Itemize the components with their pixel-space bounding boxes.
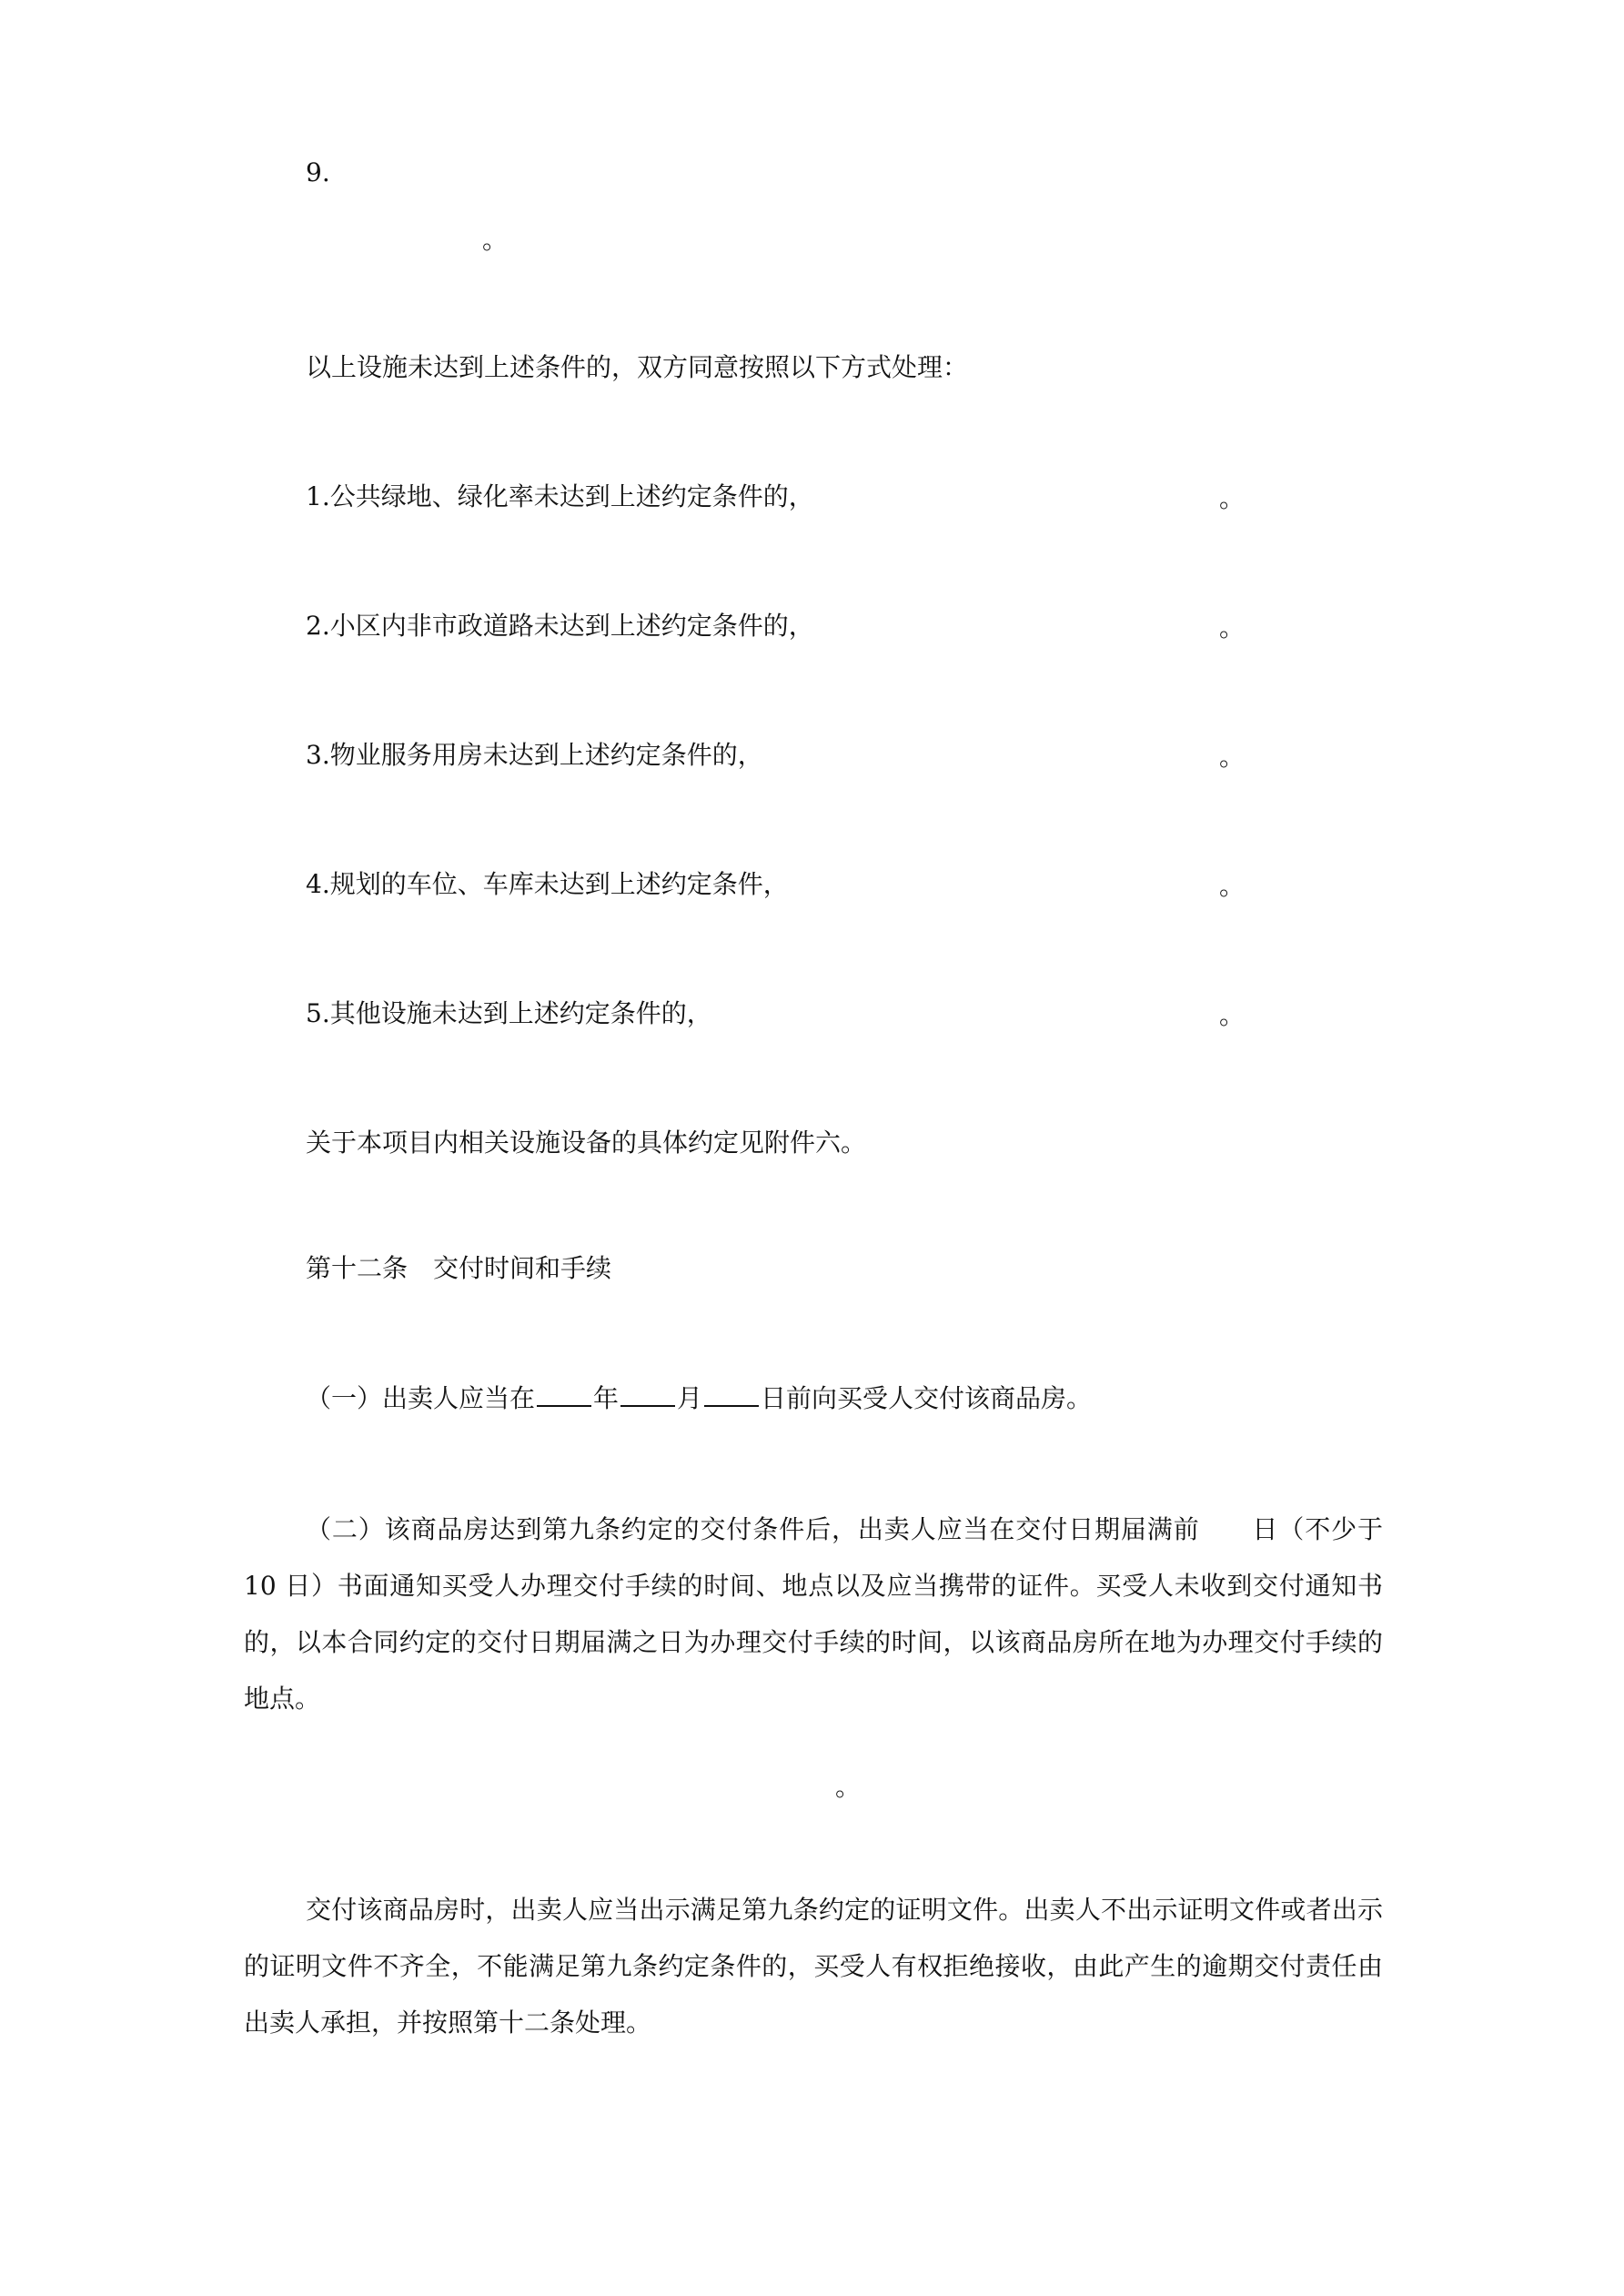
item-4-text: 4.规划的车位、车库未达到上述约定条件， <box>306 869 789 899</box>
item-2-text: 2.小区内非市政道路未达到上述约定条件的， <box>306 611 814 641</box>
item-3-text: 3.物业服务用房未达到上述约定条件的， <box>306 740 763 770</box>
article-12-clause-2: （二）该商品房达到第九条约定的交付条件后，出卖人应当在交付日期届满前 日（不少于 10 日）书面通知买受人办理交付手续的时间、地点以及应当携带的证件。买受人未收到交付通知书的，以本合同约定的交付日期届满之日为办理交付手续的时间，以该商品房所在地为办理交付手续的地点。 <box>244 1514 1383 1714</box>
clause-1-prefix: （一）出卖人应当在 <box>306 1383 536 1413</box>
article-12-clause-3: 交付该商品房时，出卖人应当出示满足第九条约定的证明文件。出卖人不出示证明文件或者出示的证明文件不齐全，不能满足第九条约定条件的，买受人有权拒绝接收，由此产生的逾期交付责任由出卖人承担，并按照第十二条处理。 <box>244 1895 1383 2038</box>
clause-1-month: 月 <box>677 1383 703 1413</box>
clause-1-year: 年 <box>593 1383 620 1413</box>
item-5-text: 5.其他设施未达到上述约定条件的， <box>306 998 712 1028</box>
annex-note: 关于本项目内相关设施设备的具体约定见附件六。 <box>306 1128 867 1158</box>
item-4-period: 。 <box>1219 871 1246 901</box>
day-blank <box>704 1380 759 1407</box>
item-9-period: 。 <box>482 225 509 255</box>
item-9-number: 9. <box>306 157 330 187</box>
clause-2-period: 。 <box>835 1772 862 1802</box>
clause-1-suffix: 日前向买受人交付该商品房。 <box>761 1383 1093 1413</box>
item-1-text: 1.公共绿地、绿化率未达到上述约定条件的， <box>306 481 814 511</box>
item-5-period: 。 <box>1219 1000 1246 1030</box>
article-12-clause-1 <box>306 1380 1092 1415</box>
item-2-period: 。 <box>1219 612 1246 642</box>
conditions-intro: 以上设施未达到上述条件的，双方同意按照以下方式处理： <box>306 352 969 382</box>
month-blank <box>620 1380 675 1407</box>
article-12-heading: 第十二条 交付时间和手续 <box>306 1253 612 1283</box>
item-1-period: 。 <box>1219 483 1246 513</box>
item-3-period: 。 <box>1219 742 1246 772</box>
year-blank <box>537 1380 591 1407</box>
